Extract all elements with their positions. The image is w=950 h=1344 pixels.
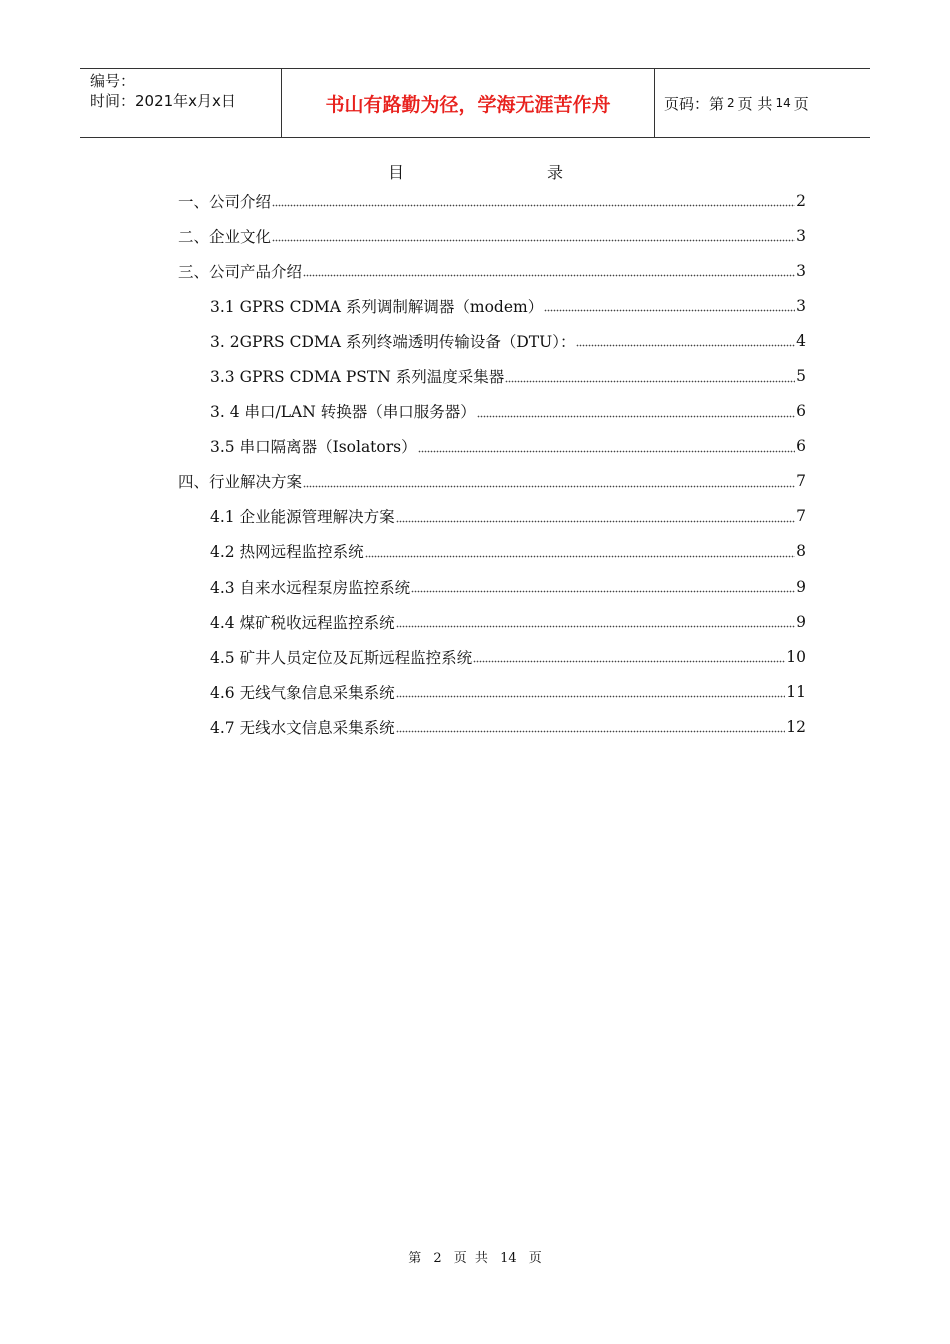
toc-entry-label: 3. 2GPRS CDMA 系列终端透明传输设备（DTU）： bbox=[210, 332, 576, 351]
toc-dot-leader bbox=[272, 238, 795, 244]
toc-dot-leader bbox=[505, 378, 795, 384]
toc-entry-label: 4.3 自来水远程泵房监控系统 bbox=[210, 578, 411, 597]
toc-entry-label: 三、公司产品介绍 bbox=[178, 262, 303, 281]
toc-entry-label: 3.3 GPRS CDMA PSTN 系列温度采集器 bbox=[210, 368, 505, 387]
toc-entry-label: 4.7 无线水文信息采集系统 bbox=[210, 718, 395, 737]
toc-entry-label: 一、公司介绍 bbox=[178, 192, 272, 211]
page-current: 2 bbox=[727, 96, 735, 110]
toc-entry-page: 5 bbox=[796, 367, 806, 386]
toc-entry[interactable] bbox=[178, 218, 806, 253]
toc-entry[interactable] bbox=[178, 394, 806, 429]
toc-entry-page: 7 bbox=[796, 472, 806, 491]
toc-dot-leader bbox=[544, 308, 795, 314]
toc-entry[interactable] bbox=[178, 288, 806, 323]
footer-suffix: 页 bbox=[528, 1251, 542, 1266]
toc-entry-label: 4.1 企业能源管理解决方案 bbox=[210, 508, 395, 527]
header-page-info bbox=[655, 69, 870, 137]
toc-entry-label: 3.5 串口隔离器（Isolators） bbox=[210, 438, 417, 457]
toc-entry[interactable] bbox=[178, 674, 806, 709]
toc-dot-leader bbox=[396, 624, 796, 630]
toc-dot-leader bbox=[418, 448, 796, 454]
toc-dot-leader bbox=[303, 273, 795, 279]
toc-entry[interactable] bbox=[178, 604, 806, 639]
toc-entry-label: 3.1 GPRS CDMA 系列调制解调器（modem） bbox=[210, 297, 544, 316]
toc-title-left: 目 bbox=[388, 163, 405, 182]
toc-entry-page: 9 bbox=[796, 577, 806, 596]
toc-entry-page: 12 bbox=[786, 717, 806, 736]
toc-entry-page: 8 bbox=[796, 542, 806, 561]
toc-entry[interactable] bbox=[178, 253, 806, 288]
toc-entry[interactable] bbox=[178, 323, 806, 358]
toc-entry-page: 9 bbox=[796, 612, 806, 631]
page-footer bbox=[0, 1247, 950, 1266]
page-total: 14 bbox=[775, 96, 791, 110]
toc-entry-label: 4.6 无线气象信息采集系统 bbox=[210, 683, 395, 702]
toc-entry-page: 7 bbox=[796, 507, 806, 526]
toc-dot-leader bbox=[473, 659, 785, 665]
toc-entry[interactable] bbox=[178, 639, 806, 674]
time-label: 时间：2021年x月x日 bbox=[90, 92, 236, 110]
toc-dot-leader bbox=[576, 343, 795, 349]
header-motto: 书山有路勤为径，学海无涯苦作舟 bbox=[281, 69, 655, 137]
toc-entry-label: 二、企业文化 bbox=[178, 227, 272, 246]
toc-entry-page: 3 bbox=[796, 296, 806, 315]
toc-entry-page: 3 bbox=[796, 261, 806, 280]
toc-entry-label: 3. 4 串口/LAN 转换器（串口服务器） bbox=[210, 403, 476, 422]
footer-total: 14 bbox=[500, 1251, 517, 1266]
toc-entry[interactable] bbox=[178, 429, 806, 464]
toc-entry[interactable] bbox=[178, 358, 806, 393]
toc-dot-leader bbox=[396, 518, 796, 524]
toc-title-right: 录 bbox=[547, 163, 564, 182]
serial-label: 编号： bbox=[90, 72, 136, 90]
toc-entry-label: 四、行业解决方案 bbox=[178, 473, 303, 492]
toc-dot-leader bbox=[396, 729, 786, 735]
toc-entry[interactable] bbox=[178, 183, 806, 218]
toc-entry-page: 4 bbox=[796, 331, 806, 350]
toc-dot-leader bbox=[477, 413, 795, 419]
page-header bbox=[80, 68, 870, 138]
toc-entry-page: 3 bbox=[796, 226, 806, 245]
page-prefix: 页码：第 bbox=[664, 94, 725, 113]
toc-entry[interactable] bbox=[178, 534, 806, 569]
toc-dot-leader bbox=[365, 553, 796, 559]
toc-entry-page: 10 bbox=[786, 647, 806, 666]
toc-entry-page: 11 bbox=[786, 682, 806, 701]
toc-entry-label: 4.2 热网远程监控系统 bbox=[210, 543, 364, 562]
page-middle: 页 共 bbox=[737, 94, 773, 113]
toc-entry-page: 6 bbox=[796, 437, 806, 456]
toc-entry-page: 2 bbox=[796, 191, 806, 210]
table-of-contents bbox=[178, 183, 806, 745]
footer-middle: 页 共 bbox=[453, 1251, 488, 1266]
toc-dot-leader bbox=[303, 483, 795, 489]
toc-entry[interactable] bbox=[178, 709, 806, 744]
footer-current: 2 bbox=[433, 1251, 442, 1266]
toc-entry[interactable] bbox=[178, 464, 806, 499]
header-meta bbox=[80, 69, 281, 137]
page-suffix: 页 bbox=[793, 94, 809, 113]
footer-prefix: 第 bbox=[408, 1251, 422, 1266]
toc-entry[interactable] bbox=[178, 569, 806, 604]
toc-dot-leader bbox=[272, 203, 795, 209]
toc-entry[interactable] bbox=[178, 499, 806, 534]
toc-entry-label: 4.4 煤矿税收远程监控系统 bbox=[210, 613, 395, 632]
toc-entry-label: 4.5 矿井人员定位及瓦斯远程监控系统 bbox=[210, 648, 473, 667]
toc-entry-page: 6 bbox=[796, 402, 806, 421]
toc-dot-leader bbox=[396, 694, 786, 700]
toc-dot-leader bbox=[411, 589, 795, 595]
